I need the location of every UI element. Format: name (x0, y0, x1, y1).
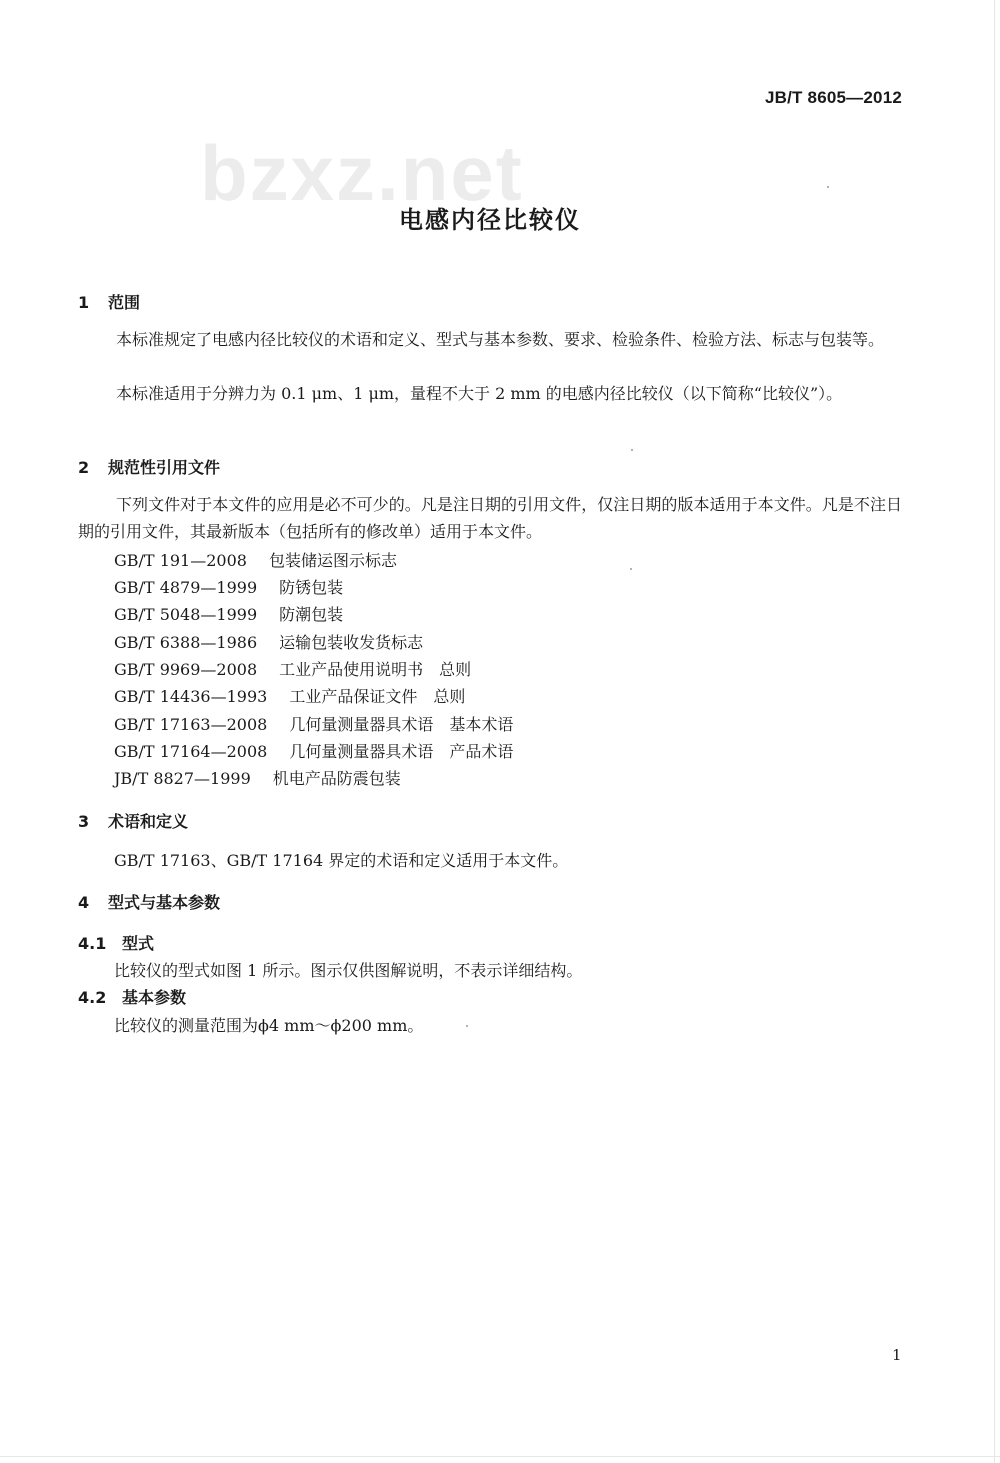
subsection-4-2-text: 比较仪的测量范围为ϕ4 mm～ϕ200 mm。 (114, 1016, 424, 1035)
section-1-paragraph-2: 本标准适用于分辨力为 0.1 μm、1 μm，量程不大于 2 mm 的电感内径比较仪（以下简称“比较仪”）。 (116, 384, 843, 403)
section-number: 3 (78, 812, 90, 831)
reference-name: 防锈包装 (279, 578, 344, 597)
section-title: 型式与基本参数 (108, 893, 221, 912)
section-3-heading (78, 809, 188, 832)
scan-speck (827, 186, 829, 188)
reference-code: JB/T 8827—1999 (114, 769, 251, 788)
reference-name: 工业产品保证文件 总则 (289, 687, 466, 706)
reference-code: GB/T 6388—1986 (114, 633, 258, 652)
reference-item (114, 712, 513, 735)
scan-speck (630, 568, 632, 570)
subsection-4-1-text: 比较仪的型式如图 1 所示。图示仅供图解说明，不表示详细结构。 (114, 961, 583, 980)
reference-item (114, 684, 465, 707)
reference-code: GB/T 5048—1999 (114, 605, 258, 624)
subsection-4-1-heading (78, 931, 154, 954)
subsection-number: 4.2 (78, 988, 107, 1007)
subsection-title: 基本参数 (122, 988, 187, 1007)
watermark: bzxz.net (200, 129, 524, 217)
reference-code: GB/T 9969—2008 (114, 660, 258, 679)
reference-name: 运输包装收发货标志 (279, 633, 424, 652)
document-title: 电感内径比较仪 (399, 206, 581, 234)
reference-item (114, 657, 471, 680)
section-title: 术语和定义 (108, 812, 189, 831)
section-1-paragraph-1: 本标准规定了电感内径比较仪的术语和定义、型式与基本参数、要求、检验条件、检验方法、标志与包装等。 (116, 330, 885, 349)
section-3-paragraph: GB/T 17163、GB/T 17164 界定的术语和定义适用于本文件。 (114, 851, 569, 870)
reference-item (114, 739, 513, 762)
reference-item (114, 766, 401, 789)
reference-name: 包装储运图示标志 (268, 551, 397, 570)
reference-name: 几何量测量器具术语 基本术语 (289, 715, 514, 734)
section-number: 4 (78, 893, 90, 912)
reference-item (114, 575, 343, 598)
reference-code: GB/T 17163—2008 (114, 715, 268, 734)
section-title: 范围 (108, 293, 141, 312)
subsection-title: 型式 (122, 934, 155, 953)
reference-code: GB/T 14436—1993 (114, 687, 268, 706)
section-2-heading (78, 455, 220, 478)
reference-name: 防潮包装 (279, 605, 344, 624)
reference-code: GB/T 17164—2008 (114, 742, 268, 761)
standard-code: JB/T 8605—2012 (765, 88, 902, 107)
reference-name: 几何量测量器具术语 产品术语 (289, 742, 514, 761)
section-2-intro: 下列文件对于本文件的应用是必不可少的。凡是注日期的引用文件，仅注日期的版本适用于本文件。凡是不注日期的引用文件，其最新版本（包括所有的修改单）适用于本文件。 (78, 495, 902, 541)
section-1-heading (78, 290, 140, 313)
subsection-number: 4.1 (78, 934, 107, 953)
section-title: 规范性引用文件 (108, 458, 221, 477)
reference-item (114, 602, 343, 625)
section-number: 1 (78, 293, 90, 312)
reference-item (114, 548, 397, 571)
scan-speck (466, 1025, 468, 1027)
reference-name: 机电产品防震包装 (272, 769, 401, 788)
page-edge-bottom (0, 1456, 1000, 1457)
section-number: 2 (78, 458, 90, 477)
reference-name: 工业产品使用说明书 总则 (279, 660, 472, 679)
subsection-4-2-heading (78, 985, 186, 1008)
reference-item (114, 630, 423, 653)
page-edge-right (994, 0, 995, 1463)
reference-code: GB/T 191—2008 (114, 551, 247, 570)
reference-code: GB/T 4879—1999 (114, 578, 258, 597)
section-4-heading (78, 890, 220, 913)
page-number: 1 (892, 1346, 902, 1364)
scan-speck (631, 449, 633, 451)
